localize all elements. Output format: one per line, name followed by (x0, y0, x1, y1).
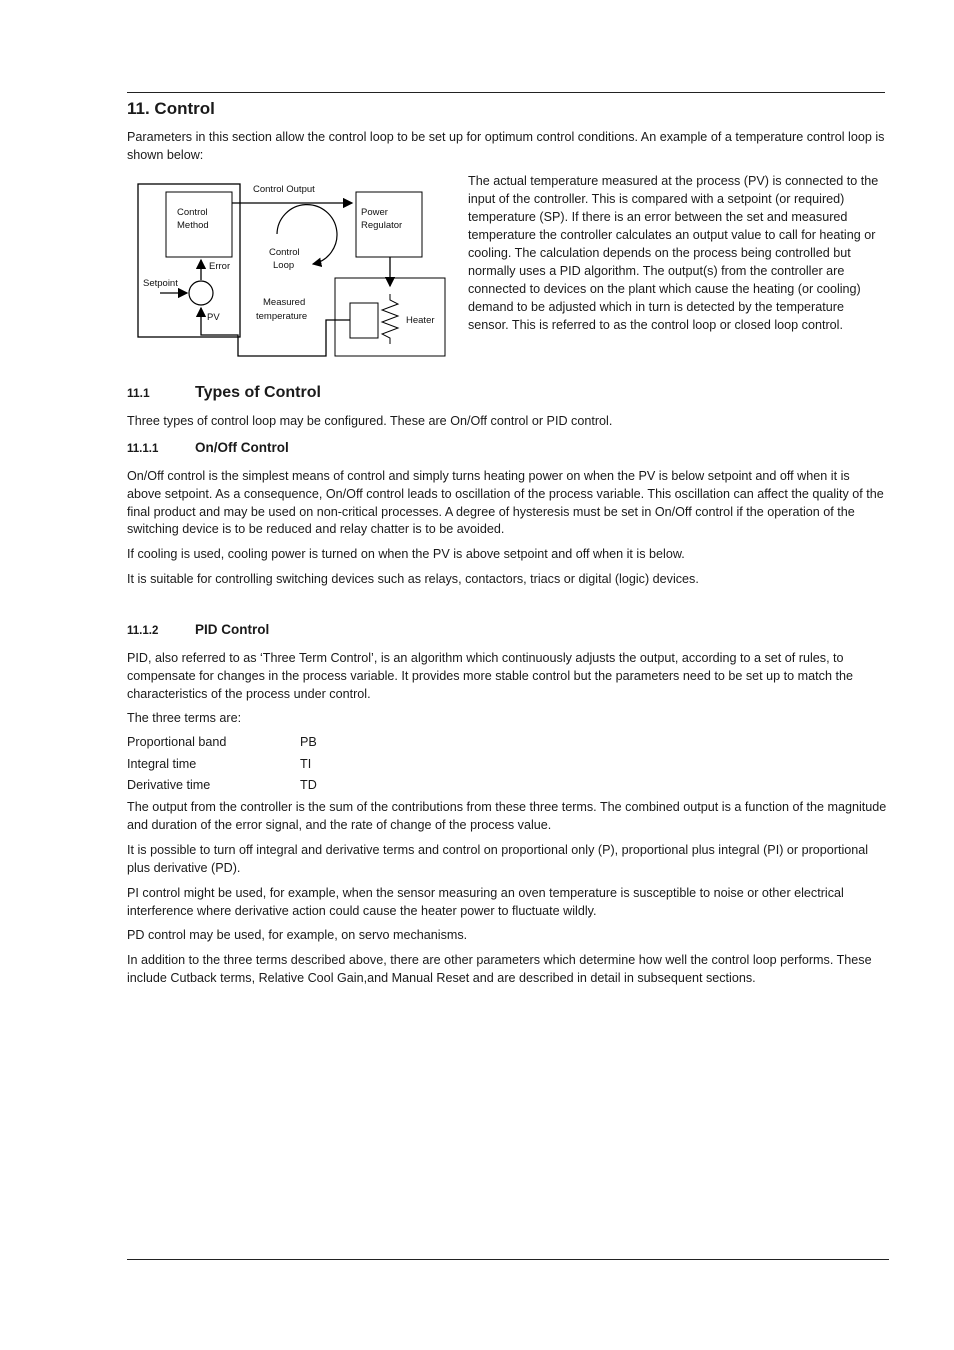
comparator-circle (189, 281, 213, 305)
pid-paragraph-6: In addition to the three terms described above, there are other parameters which determine how well the control loop performs. These include Cutback terms, Relative Cool Gain,and Manual Reset and are described in detail in subsequent sections. (127, 953, 872, 985)
pid-paragraph-2: The output from the controller is the sum of the contributions from these three terms. The combined output is a function of the magnitude and duration of the error signal, and the rate of change of the process value. (127, 800, 887, 832)
term-abbr-td: TD (300, 778, 317, 792)
pv-label: PV (207, 312, 220, 323)
term-name-ti: Integral time (127, 757, 197, 771)
pid-paragraph-3: It is possible to turn off integral and derivative terms and control on proportional only (P), proportional plus integral (PI) or proportional plus derivative (PD). (127, 843, 869, 875)
types-heading (127, 384, 321, 402)
heater-coil-icon (382, 294, 398, 344)
heater-label: Heater (406, 315, 435, 326)
control-method-label-1: Control (177, 207, 208, 218)
pid-paragraph-1: PID, also referred to as ‘Three Term Control’, is an algorithm which continuously adjusts the output, according to a set of rules, to compensate for changes in the process variable. It provides more stable control but the parameters need to be set up to match the characteristics of the process under control. (127, 651, 853, 701)
header-rule (127, 92, 885, 93)
power-regulator-label-1: Power (361, 207, 388, 218)
types-number: 11.1 (127, 386, 150, 400)
control-method-label-2: Method (177, 220, 209, 231)
onoff-paragraph-1: On/Off control is the simplest means of control and simply turns heating power on when the PV is below setpoint and off when it is above setpoint. As a consequence, On/Off control leads to oscillation of the process variable. This oscillation can affect the quality of the final product and may be used on non-critical processes. A degree of hysteresis must be set in On/Off control if the operation of the switching device is to be reduced and relay chatter is to be avoided. (127, 469, 884, 537)
term-name-pb: Proportional band (127, 735, 227, 749)
measured-temperature-label-1: Measured (263, 297, 306, 308)
footer-rule (127, 1259, 889, 1260)
control-loop-diagram (130, 176, 450, 362)
onoff-paragraph-3: It is suitable for controlling switching devices such as relays, contactors, triacs or digital (logic) devices. (127, 572, 699, 586)
error-label: Error (209, 261, 231, 272)
types-title: Types of Control (195, 384, 321, 401)
sensor-box (350, 303, 378, 338)
measured-temperature-label-2: temperature (256, 311, 308, 322)
term-name-td: Derivative time (127, 778, 211, 792)
pid-number: 11.1.2 (127, 625, 159, 637)
types-text: Three types of control loop may be configured. These are On/Off control or PID control. (127, 414, 613, 428)
onoff-number: 11.1.1 (127, 443, 159, 455)
pid-paragraph-5: PD control may be used, for example, on servo mechanisms. (127, 928, 468, 942)
control-loop-label-1: Control (269, 247, 300, 258)
diagram-description: The actual temperature measured at the process (PV) is connected to the input of the controller. This is compared with a setpoint (or required) temperature (SP). If there is an error between the set and measured temperature the controller calculates an output value to call for heating or cooling. The calculation depends on the process being controlled but normally uses a PID algorithm. The output(s) from the controller are connected to devices on the plant which cause the heating (or cooling) demand to be adjusted which in turn is detected by the temperature sensor. This is referred to as the control loop or closed loop control. (468, 174, 879, 332)
setpoint-label: Setpoint (143, 278, 178, 289)
section-heading: 11. Control (127, 99, 215, 118)
onoff-title: On/Off Control (195, 440, 289, 455)
power-regulator-label-2: Regulator (361, 220, 403, 231)
control-loop-label-2: Loop (273, 260, 295, 271)
term-abbr-pb: PB (300, 735, 317, 749)
pid-heading (127, 622, 269, 637)
onoff-paragraph-2: If cooling is used, cooling power is turned on when the PV is above setpoint and off when it is below. (127, 547, 685, 561)
control-output-label: Control Output (253, 184, 315, 195)
intro-paragraph: Parameters in this section allow the control loop to be set up for optimum control conditions. An example of a temperature control loop is shown below: (127, 130, 885, 162)
term-abbr-ti: TI (300, 757, 312, 771)
three-terms-intro: The three terms are: (127, 711, 242, 725)
pid-title: PID Control (195, 622, 270, 637)
pid-paragraph-4: PI control might be used, for example, when the sensor measuring an oven temperature is susceptible to noise or other electrical interference where derivative action could cause the heater power to fluctuate wildly. (127, 886, 844, 918)
onoff-heading (127, 440, 289, 455)
